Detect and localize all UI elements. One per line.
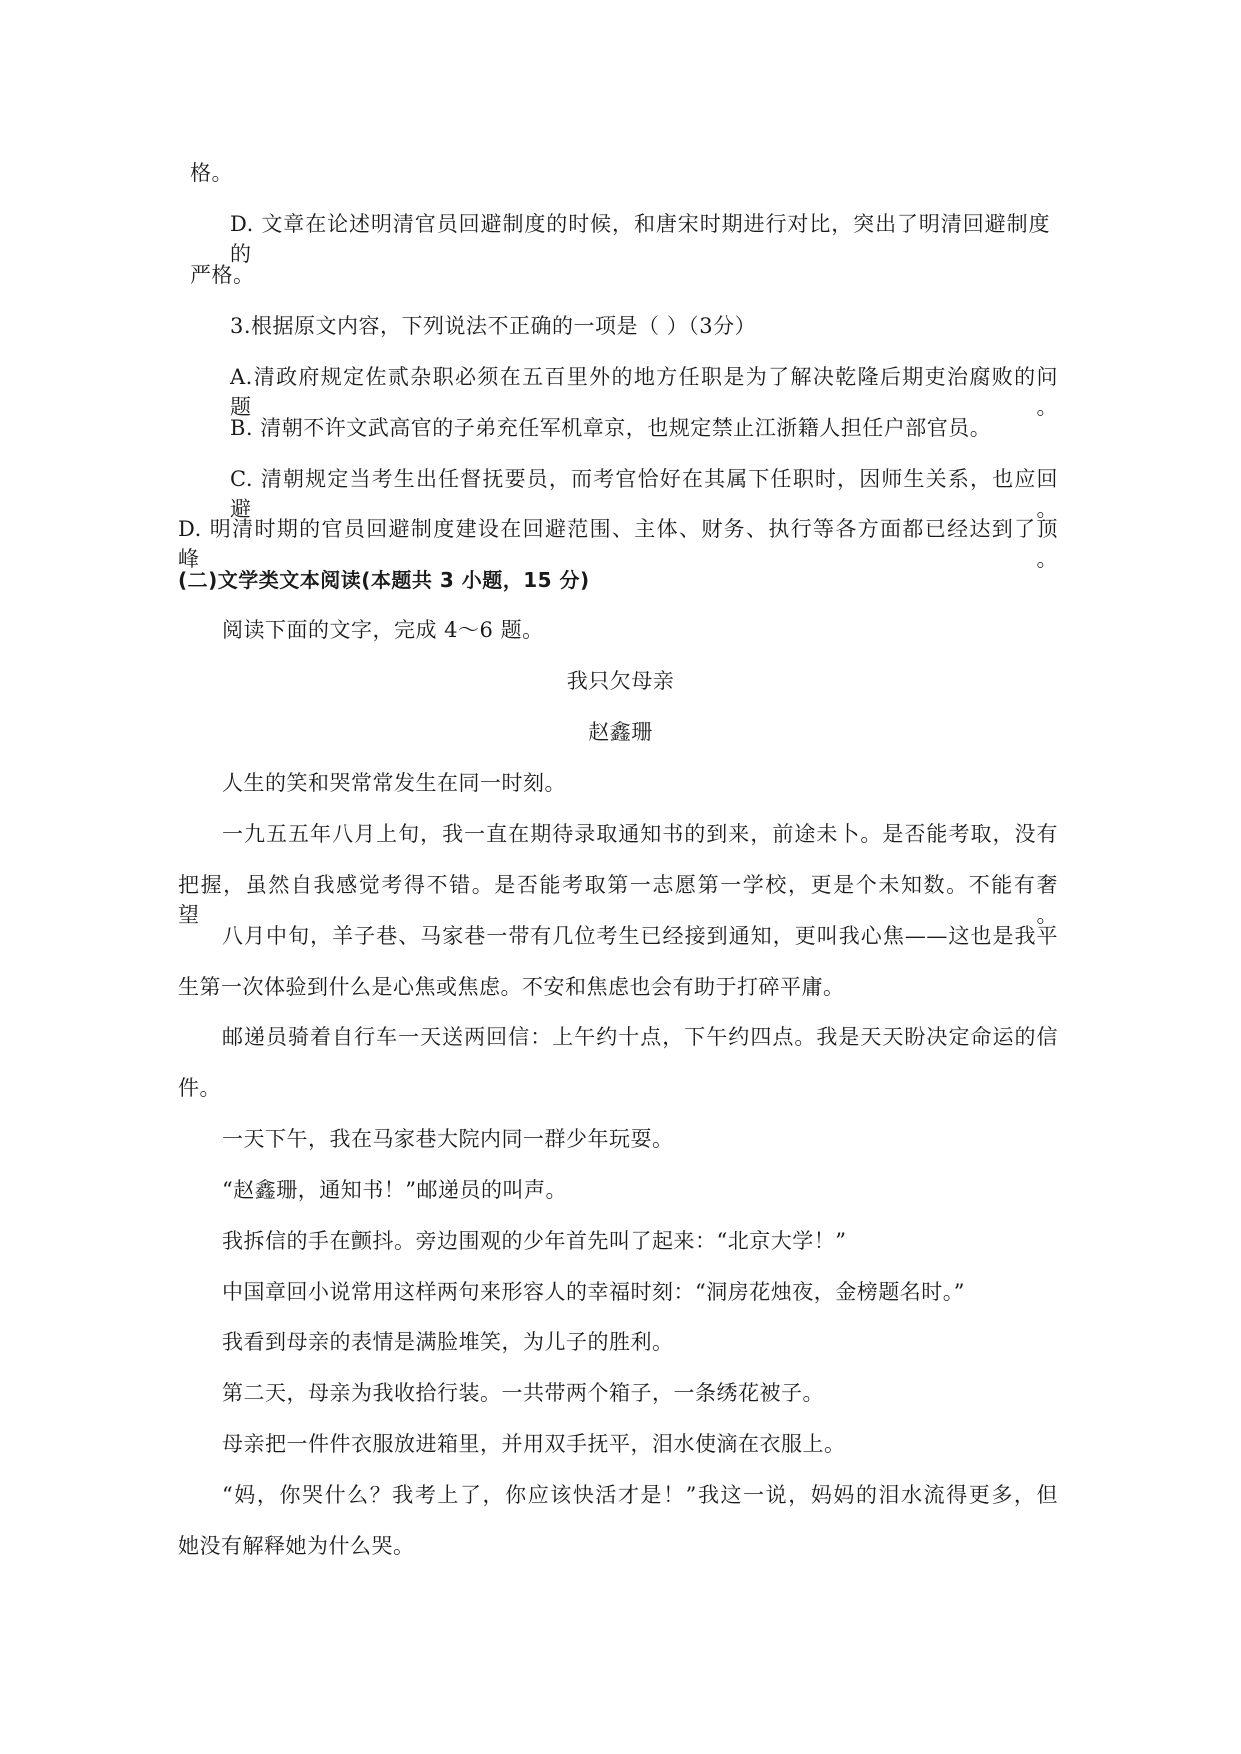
paragraph-4-line-1: 邮递员骑着自行车一天送两回信：上午约十点，下午约四点。我是天天盼决定命运的信 (222, 1025, 1058, 1049)
paragraph-3-line-1: 八月中旬，羊子巷、马家巷一带有几位考生已经接到通知，更叫我心焦——这也是我平 (222, 924, 1058, 948)
paragraph-12-line-2: 她没有解释她为什么哭。 (178, 1534, 415, 1558)
paragraph-8-line-1: 中国章回小说常用这样两句来形容人的幸福时刻：“洞房花烛夜，金榜题名时。” (222, 1280, 965, 1304)
paragraph-11-line-1: 母亲把一件件衣服放进箱里，并用双手抚平，泪水使滴在衣服上。 (222, 1432, 846, 1456)
article-author: 赵鑫珊 (588, 720, 653, 744)
paragraph-9-line-1: 我看到母亲的表情是满脸堆笑，为儿子的胜利。 (222, 1330, 674, 1354)
paragraph-7-line-1: 我拆信的手在颤抖。旁边围观的少年首先叫了起来：“北京大学！” (222, 1229, 847, 1253)
paragraph-2-line-1: 一九五五年八月上旬，我一直在期待录取通知书的到来，前途未卜。是否能考取，没有 (222, 822, 1058, 846)
paragraph-12-line-1: “妈，你哭什么？我考上了，你应该快活才是！”我这一说，妈妈的泪水流得更多，但 (222, 1483, 1058, 1507)
section2-instruction: 阅读下面的文字，完成 4～6 题。 (222, 618, 544, 642)
paragraph-4-line-2: 件。 (178, 1076, 221, 1100)
q3-option-b: B. 清朝不许文武高官的子弟充任军机章京，也规定禁止江浙籍人担任户部官员。 (230, 416, 992, 440)
q3-option-a: A.清政府规定佐贰杂职必须在五百里外的地方任职是为了解决乾隆后期吏治腐败的问题。 (230, 365, 1058, 419)
q2-option-d-line2: 严格。 (190, 263, 255, 287)
q3-option-c: C. 清朝规定当考生出任督抚要员，而考官恰好在其属下任职时，因师生关系，也应回避。 (230, 467, 1058, 521)
q2-option-c-tail: 格。 (190, 161, 233, 185)
paragraph-1-line-1: 人生的笑和哭常常发生在同一时刻。 (222, 771, 566, 795)
section2-heading: (二)文学类文本阅读(本题共 3 小题，15 分) (178, 568, 590, 592)
paragraph-6-line-1: “赵鑫珊，通知书！”邮递员的叫声。 (222, 1178, 567, 1202)
q3-option-d: D. 明清时期的官员回避制度建设在回避范围、主体、财务、执行等各方面都已经达到了顶峰。 (178, 517, 1058, 571)
paragraph-10-line-1: 第二天，母亲为我收拾行装。一共带两个箱子，一条绣花被子。 (222, 1381, 824, 1405)
q2-option-d-line1: D. 文章在论述明清官员回避制度的时候，和唐宋时期进行对比，突出了明清回避制度的 (230, 212, 1050, 266)
paragraph-5-line-1: 一天下午，我在马家巷大院内同一群少年玩耍。 (222, 1127, 674, 1151)
paragraph-3-line-2: 生第一次体验到什么是心焦或焦虑。不安和焦虑也会有助于打碎平庸。 (178, 975, 845, 999)
paragraph-2-line-2: 把握，虽然自我感觉考得不错。是否能考取第一志愿第一学校，更是个未知数。不能有奢望。 (178, 873, 1058, 927)
article-title: 我只欠母亲 (566, 669, 675, 693)
q3-stem: 3.根据原文内容，下列说法不正确的一项是（ ）（3分） (230, 314, 757, 338)
